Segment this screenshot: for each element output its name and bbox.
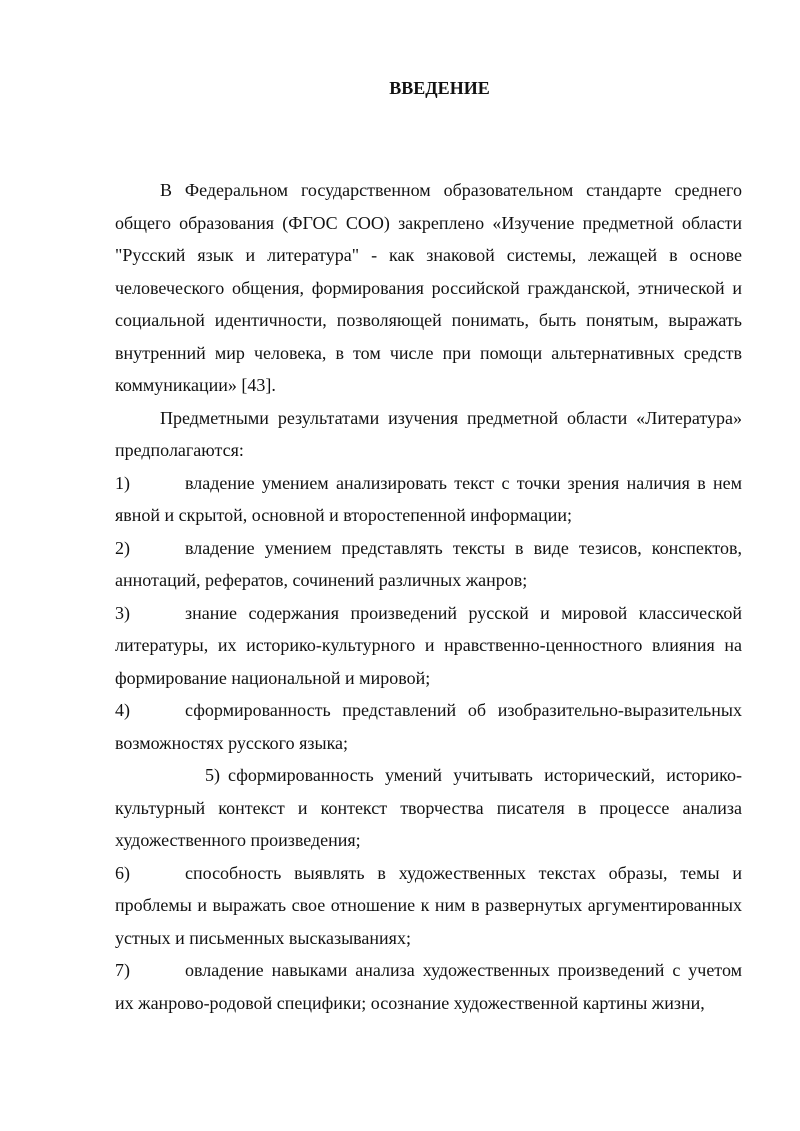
list-item-number: 3) <box>115 602 130 623</box>
list-item <box>115 467 742 532</box>
list-item-text: сформированность умений учитывать исторический, историко-культурный контекст и контекст творчества писателя в процессе анализа художественного произведения; <box>115 765 742 850</box>
list-item-text: владение умением представлять тексты в виде тезисов, конспектов, аннотаций, рефератов, сочинений различных жанров; <box>115 537 742 590</box>
list-item-text: овладение навыками анализа художественных произведений с учетом их жанрово-родовой специфики; осознание художественной картины жизни, <box>115 960 742 1013</box>
list-item-number: 5) <box>205 765 220 785</box>
list-item-number: 4) <box>115 700 130 720</box>
list-item-number: 2) <box>115 537 130 558</box>
list-item <box>115 759 742 857</box>
list-item <box>115 857 742 955</box>
list-item-text: способность выявлять в художественных текстах образы, темы и проблемы и выражать свое отношение к ним в развернутых аргументированных устных и письменных высказываниях; <box>115 862 742 948</box>
list-item-text: владение умением анализировать текст с точки зрения наличия в нем явной и скрытой, основной и второстепенной информации; <box>115 472 742 525</box>
list-item <box>115 597 742 695</box>
document-page <box>115 74 742 1019</box>
results-paragraph: Предметными результатами изучения предметной области «Литература» предполагаются: <box>115 407 742 460</box>
list-item-text: знание содержания произведений русской и мировой классической литературы, их историко-культурного и нравственно-ценностного влияния на формирование национальной и мировой; <box>115 602 742 688</box>
list-item-number: 7) <box>115 960 130 980</box>
list-item-text: сформированность представлений об изобразительно-выразительных возможностях русского языка; <box>115 700 742 753</box>
list-item <box>115 694 742 759</box>
list-item <box>115 532 742 597</box>
intro-paragraph: В Федеральном государственном образовательном стандарте среднего общего образования (ФГОС СОО) закреплено «Изучение предметной области "Русский язык и литература" - как знаковой системы, лежащей в основе человеческого общения, формирования российской гражданской, этнической и социальной идентичности, позволяющей понимать, быть понятым, выражать внутренний мир человека, в том числе при помощи альтернативных средств коммуникации» [43]. <box>115 180 742 395</box>
list-item-number: 1) <box>115 472 130 493</box>
list-item-number: 6) <box>115 862 130 883</box>
list-item <box>115 954 742 1019</box>
page-title: ВВЕДЕНИЕ <box>389 78 490 98</box>
